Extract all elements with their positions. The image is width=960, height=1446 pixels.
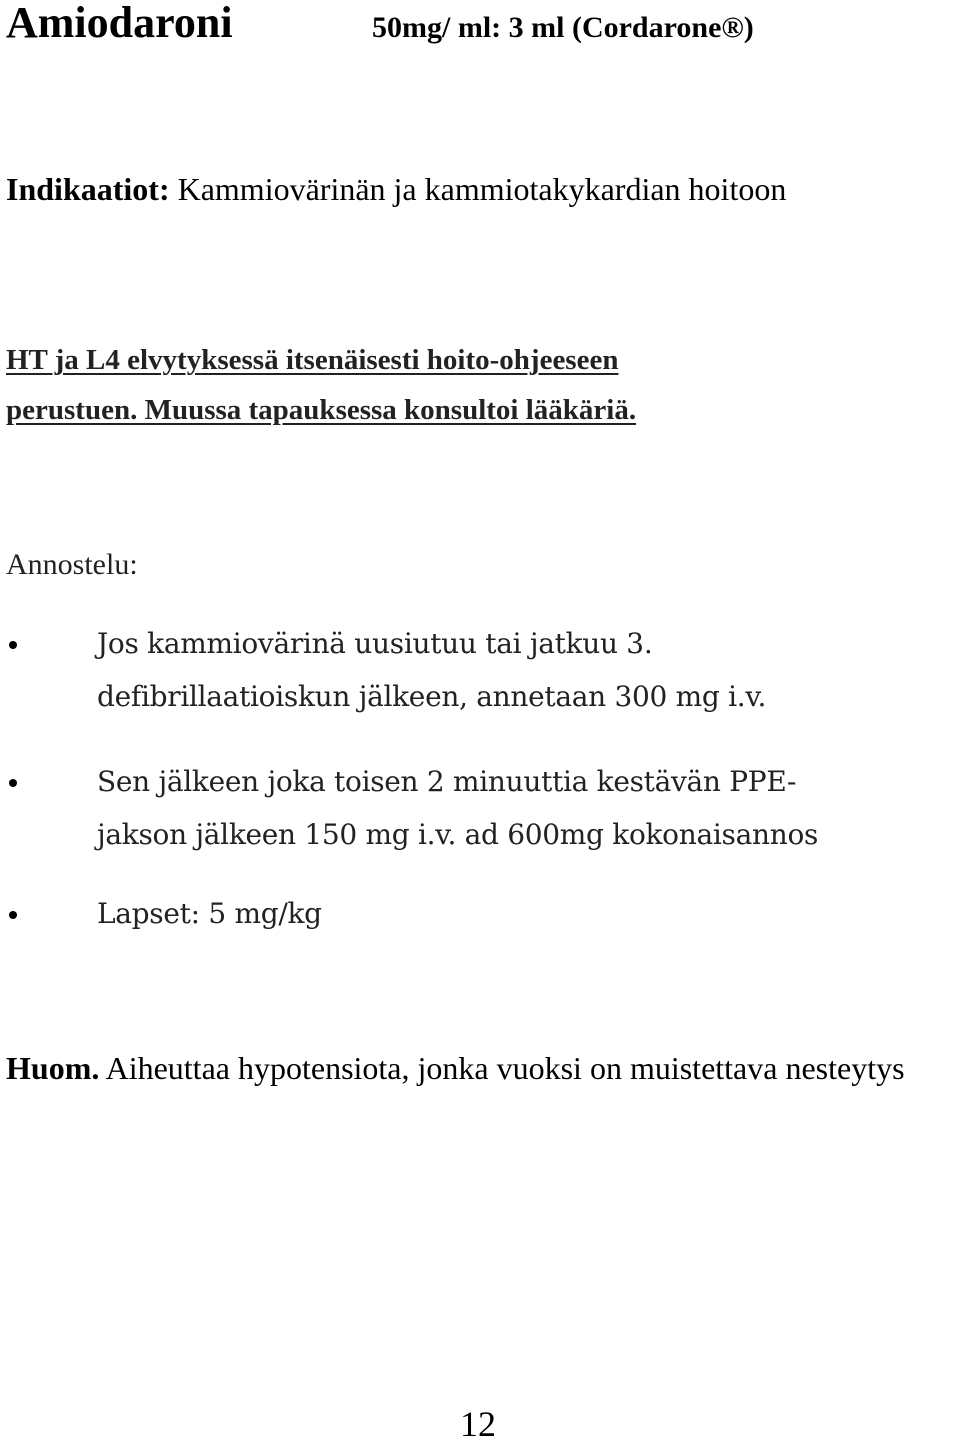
dosing-item-2-line-2: jakson jälkeen 150 mg i.v. ad 600mg kokonaisannos (97, 818, 819, 851)
dosing-heading: Annostelu: (6, 548, 138, 581)
note-text: Aiheuttaa hypotensiota, jonka vuoksi on muistettava nesteytys (99, 1050, 905, 1086)
page-number: 12 (460, 1404, 496, 1444)
dosing-item-2-line-1: Sen jälkeen joka toisen 2 minuuttia kestävän PPE- (97, 765, 797, 798)
bullet-icon (9, 911, 17, 919)
bullet-icon (9, 779, 17, 787)
ht-note-line-2: perustuen. Muussa tapauksessa konsultoi lääkäriä. (6, 394, 637, 426)
drug-concentration: 50mg/ ml: 3 ml (Cordarone®) (372, 11, 754, 44)
note-label: Huom. (6, 1050, 100, 1086)
indications-label: Indikaatiot: (6, 171, 170, 207)
ht-note-paragraph (6, 335, 906, 435)
indications-paragraph (6, 168, 786, 210)
indications-text: Kammiovärinän ja kammiotakykardian hoitoon (177, 171, 787, 207)
bullet-icon (9, 641, 17, 649)
dosing-item-3-line-1: Lapset: 5 mg/kg (97, 897, 322, 930)
dosing-item-1-line-1: Jos kammiovärinä uusiutuu tai jatkuu 3. (97, 627, 653, 660)
ht-note-line-1: HT ja L4 elvytyksessä itsenäisesti hoito-ohjeeseen (6, 344, 619, 376)
drug-title: Amiodaroni (6, 0, 233, 47)
note-paragraph (6, 1043, 956, 1093)
dosing-item-1-line-2: defibrillaatioiskun jälkeen, annetaan 300 mg i.v. (97, 680, 767, 713)
